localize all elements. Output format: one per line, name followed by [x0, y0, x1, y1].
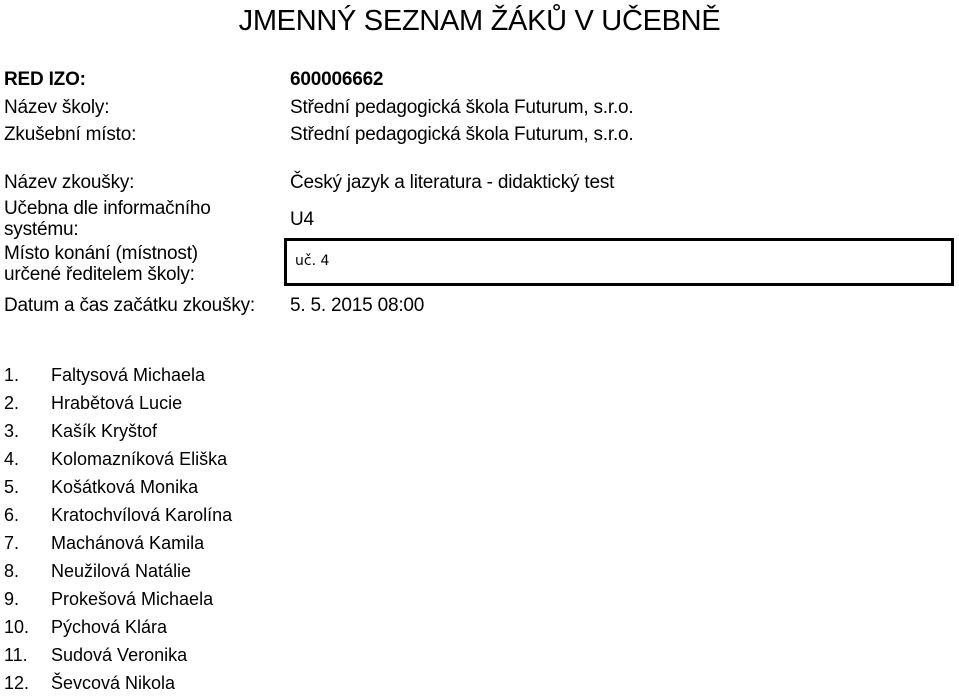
- student-number: 9.: [4, 589, 20, 609]
- classroom-label-line2: systému:: [4, 219, 79, 240]
- datetime-value: 5. 5. 2015 08:00: [290, 295, 425, 316]
- exam-name-label: Název zkoušky:: [4, 172, 135, 193]
- student-name: Ševcová Nikola: [51, 673, 176, 693]
- student-name: Neužilová Natálie: [51, 561, 192, 581]
- student-number: 7.: [4, 533, 20, 553]
- student-name: Faltysová Michaela: [51, 365, 206, 385]
- student-name: Sudová Veronika: [51, 645, 188, 665]
- classroom-label-line1: Učebna dle informačního: [4, 198, 211, 219]
- exam-place-label: Zkušební místo:: [4, 124, 137, 145]
- exam-name-value: Český jazyk a literatura - didaktický test: [290, 172, 615, 193]
- venue-label-line1: Místo konání (místnost): [4, 243, 198, 264]
- student-number: 10.: [4, 617, 30, 637]
- student-name: Kašík Kryštof: [51, 421, 158, 441]
- student-name: Kolomazníková Eliška: [51, 449, 228, 469]
- student-name: Kratochvílová Karolína: [51, 505, 233, 525]
- student-number: 2.: [4, 393, 20, 413]
- student-number: 5.: [4, 477, 20, 497]
- venue-value: uč. 4: [295, 253, 330, 269]
- student-number: 8.: [4, 561, 20, 581]
- datetime-label: Datum a čas začátku zkoušky:: [4, 295, 256, 316]
- school-label: Název školy:: [4, 97, 110, 118]
- student-number: 11.: [4, 645, 28, 665]
- student-number: 1.: [4, 365, 20, 385]
- school-value: Střední pedagogická škola Futurum, s.r.o.: [290, 97, 634, 118]
- student-name: Hrabětová Lucie: [51, 393, 183, 413]
- student-name: Machánová Kamila: [51, 533, 205, 553]
- student-number: 6.: [4, 505, 20, 525]
- venue-box[interactable]: [284, 238, 954, 286]
- exam-place-value: Střední pedagogická škola Futurum, s.r.o.: [290, 124, 634, 145]
- student-name: Košátková Monika: [51, 477, 199, 497]
- student-name: Pýchová Klára: [51, 617, 168, 637]
- student-name: Prokešová Michaela: [51, 589, 214, 609]
- page-title: JMENNÝ SEZNAM ŽÁKŮ V UČEBNĚ: [238, 5, 721, 37]
- student-number: 3.: [4, 421, 20, 441]
- red-izo-label: RED IZO:: [4, 69, 86, 90]
- classroom-value: U4: [290, 209, 314, 230]
- student-number: 4.: [4, 449, 20, 469]
- student-number: 12.: [4, 673, 30, 693]
- venue-label-line2: určené ředitelem školy:: [4, 264, 195, 285]
- red-izo-value: 600006662: [290, 69, 384, 90]
